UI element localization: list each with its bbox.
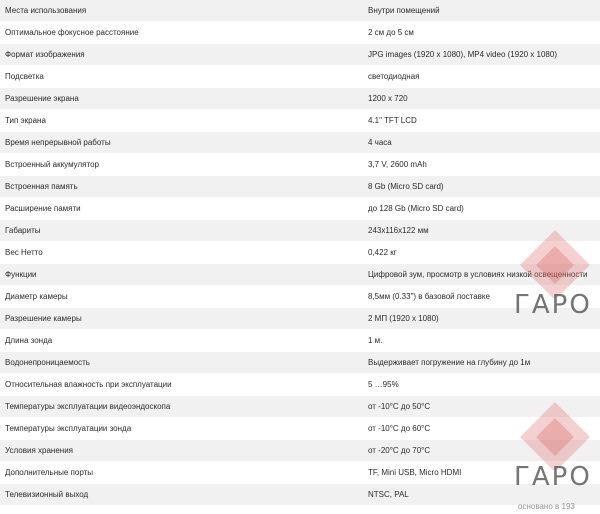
spec-value: от -10°С до 50°С: [363, 396, 600, 418]
spec-value: Внутри помещений: [363, 0, 600, 22]
spec-row: [0, 22, 600, 44]
spec-value: 1 м.: [363, 330, 600, 352]
spec-row: [0, 198, 600, 220]
spec-value: до 128 Gb (Micro SD card): [363, 198, 600, 220]
spec-value: 4 часа: [363, 132, 600, 154]
spec-param-label: Габариты: [0, 220, 363, 242]
spec-param-label: Условия хранения: [0, 440, 363, 462]
spec-param-label: Диаметр камеры: [0, 286, 363, 308]
spec-value: 1200 x 720: [363, 88, 600, 110]
spec-param-label: Водонепроницаемость: [0, 352, 363, 374]
watermark-logo-text: ГАРО: [514, 462, 592, 492]
spec-param-label: Встроенная память: [0, 176, 363, 198]
spec-param-label: Температуры эксплуатации зонда: [0, 418, 363, 440]
spec-param-label: Телевизионный выход: [0, 484, 363, 506]
spec-value: 0,422 кг: [363, 242, 600, 264]
spec-param-label: Встроенный аккумулятор: [0, 154, 363, 176]
spec-param-label: Оптимальное фокусное расстояние: [0, 22, 363, 44]
spec-param-label: Разрешение экрана: [0, 88, 363, 110]
spec-param-label: Разрешение камеры: [0, 308, 363, 330]
watermark-logo: [510, 400, 600, 511]
spec-row: [0, 44, 600, 66]
spec-value: JPG images (1920 x 1080), MP4 video (1920 x 1080): [363, 44, 600, 66]
spec-row: [0, 154, 600, 176]
spec-value: 8 Gb (Micro SD card): [363, 176, 600, 198]
spec-param-label: Подсветка: [0, 66, 363, 88]
spec-param-label: Функции: [0, 264, 363, 286]
spec-row: [0, 66, 600, 88]
spec-value: TF, Mini USB, Micro HDMI: [363, 462, 600, 484]
spec-row: [0, 0, 600, 22]
spec-param-label: Тип экрана: [0, 110, 363, 132]
diamond-logo-icon: [510, 400, 600, 470]
spec-value: Цифровой зум, просмотр в условиях низкой освещенности: [363, 264, 600, 286]
spec-row: [0, 374, 600, 396]
spec-row: [0, 132, 600, 154]
spec-row: [0, 88, 600, 110]
spec-row: [0, 352, 600, 374]
spec-value: 2 см до 5 см: [363, 22, 600, 44]
spec-row: [0, 330, 600, 352]
spec-param-label: Места использования: [0, 0, 363, 22]
spec-param-label: Вес Нетто: [0, 242, 363, 264]
diamond-logo-icon: [510, 228, 600, 298]
spec-value: 3,7 V, 2600 mAh: [363, 154, 600, 176]
spec-row: [0, 176, 600, 198]
spec-value: от -20°С до 70°С: [363, 440, 600, 462]
watermark-logo-text: ГАРО: [514, 290, 592, 320]
spec-value: NTSC, PAL: [363, 484, 600, 506]
watermark-logo: [510, 228, 600, 318]
spec-param-label: Температуры эксплуатации видеоэндоскопа: [0, 396, 363, 418]
spec-param-label: Длина зонда: [0, 330, 363, 352]
spec-param-label: Расширение памяти: [0, 198, 363, 220]
spec-value: от -10°С до 60°С: [363, 418, 600, 440]
spec-value: 2 МП (1920 х 1080): [363, 308, 600, 330]
spec-value: 8,5мм (0.33") в базовой поставке: [363, 286, 600, 308]
spec-value: 5 …95%: [363, 374, 600, 396]
watermark-tagline: основано в 193: [518, 502, 575, 511]
spec-param-label: Формат изображения: [0, 44, 363, 66]
spec-value: 4.1" TFT LCD: [363, 110, 600, 132]
spec-param-label: Относительная влажность при эксплуатации: [0, 374, 363, 396]
spec-value: 243x116x122 мм: [363, 220, 600, 242]
spec-row: [0, 110, 600, 132]
spec-value: Выдерживает погружение на глубину до 1м: [363, 352, 600, 374]
spec-param-label: Время непрерывной работы: [0, 132, 363, 154]
spec-param-label: Дополнительные порты: [0, 462, 363, 484]
spec-value: светодиодная: [363, 66, 600, 88]
